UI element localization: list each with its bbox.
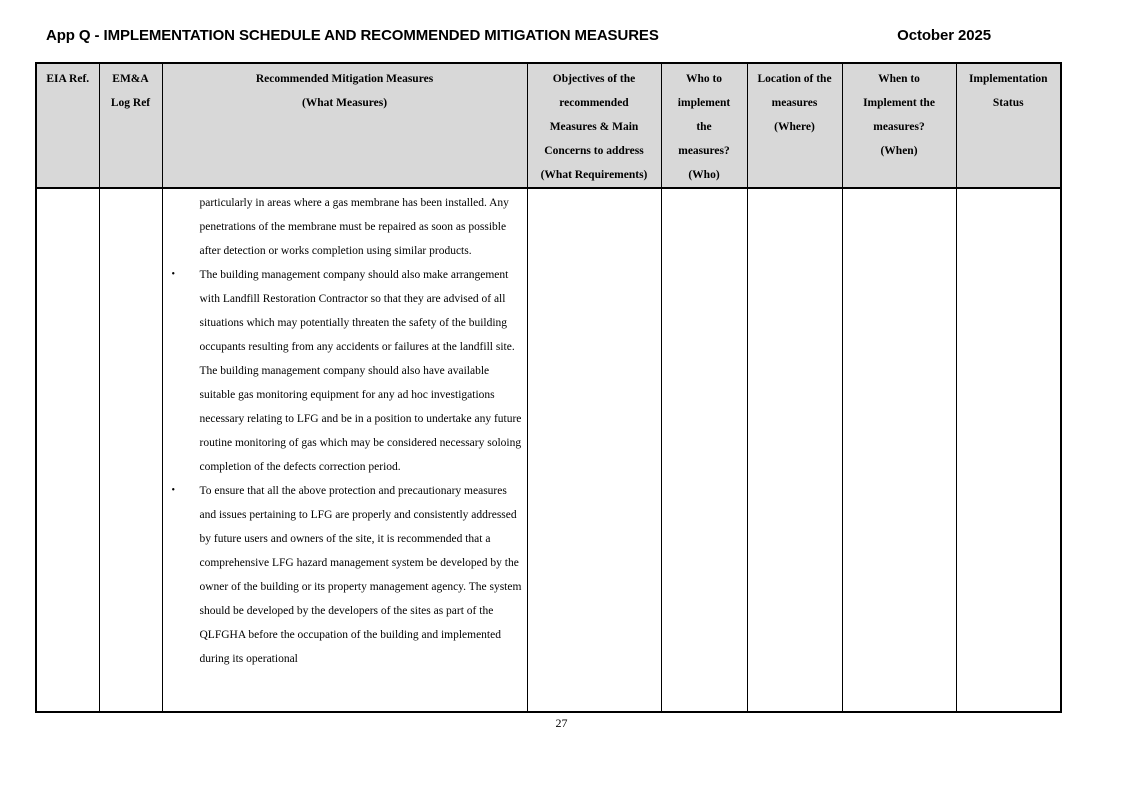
column-header-line: (What Measures) — [301, 97, 388, 109]
bullet-icon: • — [171, 485, 176, 496]
column-header-line: Objectives of the — [552, 73, 636, 85]
column-header-line: (When) — [880, 145, 918, 157]
column-header-objectives — [527, 63, 661, 188]
page-number: 27 — [555, 716, 568, 730]
column-header-location — [747, 63, 842, 188]
column-header-line: Measures & Main — [549, 121, 639, 133]
column-header-line: measures — [771, 97, 818, 109]
column-header-line: (What Requirements) — [540, 169, 648, 181]
column-header-line: Recommended Mitigation Measures — [255, 73, 434, 85]
document-header — [46, 27, 991, 44]
measure-text: particularly in areas where a gas membrane has been installed. Any penetrations of the membrane must be repaired as soon as possible after detection or works completion using similar products. — [199, 197, 509, 257]
column-header-status — [956, 63, 1061, 188]
table-row — [36, 188, 1061, 712]
cell-when — [842, 188, 956, 712]
column-header-line: the — [696, 121, 712, 133]
column-header-line: implement — [677, 97, 731, 109]
column-header-line: Implement the — [863, 97, 935, 109]
column-header-line: Implementation — [968, 73, 1048, 85]
column-header-eia-ref — [36, 63, 99, 188]
document-date: October 2025 — [897, 27, 991, 44]
measure-text: To ensure that all the above protection and precautionary measures and issues pertaining to LFG are properly and consistently addressed by future users and owners of the site, it is recommended that a comprehensive LFG hazard management system be developed by the owner of the building or its property management agency. The system should be developed by the developers of the sites as part of the QLFGHA before the occupation of the building and implemented during its operational — [199, 485, 522, 665]
column-header-line: EM&A — [112, 73, 149, 85]
column-header-who — [661, 63, 747, 188]
column-header-line: Location of the — [757, 73, 832, 85]
column-header-ema-log-ref — [99, 63, 162, 188]
column-header-line: (Who) — [688, 169, 720, 181]
table-header-row — [36, 63, 1061, 188]
column-header-line: recommended — [559, 97, 629, 109]
measure-paragraph — [163, 263, 522, 479]
cell-who — [661, 188, 747, 712]
column-header-line: Who to — [685, 73, 723, 85]
cell-status — [956, 188, 1061, 712]
measure-text: The building management company should also make arrangement with Landfill Restoration Contractor so that they are advised of all situations which may potentially threaten the safety of the building occupants resulting from any accidents or failures at the landfill site. The building management company should also have available suitable gas monitoring equipment for any ad hoc investigations necessary relating to LFG and be in a position to undertake any future routine monitoring of gas which may be considered necessary soloing completion of the defects correction period. — [199, 269, 522, 473]
implementation-schedule-table — [35, 62, 1062, 713]
measures-list — [163, 189, 527, 671]
column-header-line: Status — [992, 97, 1024, 109]
measure-paragraph — [163, 191, 522, 263]
cell-location — [747, 188, 842, 712]
cell-measures — [162, 188, 527, 712]
column-header-line: measures? — [873, 121, 925, 133]
cell-objectives — [527, 188, 661, 712]
column-header-measures — [162, 63, 527, 188]
column-header-line: Log Ref — [110, 97, 151, 109]
column-header-when — [842, 63, 956, 188]
page-title: App Q - IMPLEMENTATION SCHEDULE AND RECOMMENDED MITIGATION MEASURES — [46, 27, 659, 44]
bullet-icon: • — [171, 269, 176, 280]
column-header-line: EIA Ref. — [46, 73, 90, 85]
column-header-line: (Where) — [774, 121, 815, 133]
measure-paragraph — [163, 479, 522, 671]
cell-ema-log-ref — [99, 188, 162, 712]
cell-eia-ref — [36, 188, 99, 712]
column-header-line: When to — [878, 73, 920, 85]
column-header-line: Concerns to address — [544, 145, 644, 157]
column-header-line: measures? — [678, 145, 730, 157]
